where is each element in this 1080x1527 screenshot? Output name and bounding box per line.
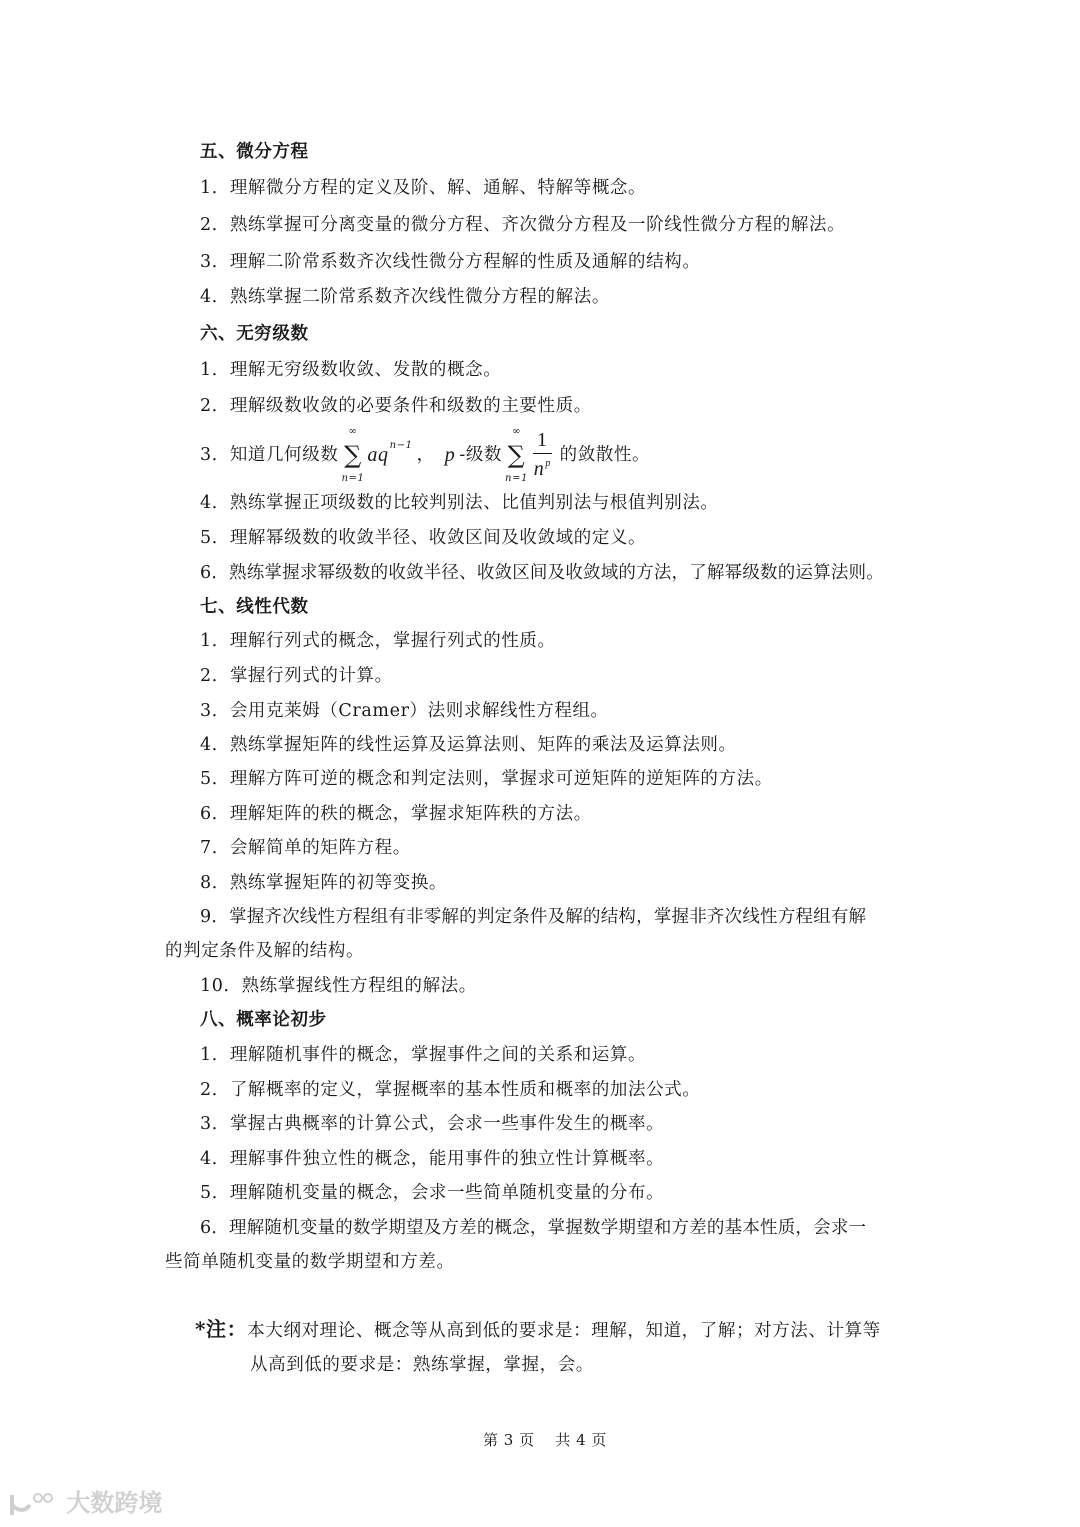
- list-item: 4．理解事件独立性的概念，能用事件的独立性计算概率。: [200, 1149, 665, 1169]
- sum-lower: n=1: [505, 473, 529, 484]
- list-item: 1．理解行列式的概念，掌握行列式的性质。: [200, 631, 556, 651]
- list-item: 3．理解二阶常系数齐次线性微分方程解的性质及通解的结构。: [200, 252, 701, 272]
- sum-upper: ∞: [348, 426, 358, 437]
- list-item: 5．理解随机变量的概念，会求一些简单随机变量的分布。: [200, 1183, 665, 1203]
- list-item-continuation: 些简单随机变量的数学期望和方差。: [165, 1252, 455, 1272]
- list-item: 4．熟练掌握矩阵的线性运算及运算法则、矩阵的乘法及运算法则。: [200, 735, 737, 755]
- list-item: 8．熟练掌握矩阵的初等变换。: [200, 873, 448, 893]
- exponent: p: [545, 457, 551, 469]
- list-item: 2．熟练掌握可分离变量的微分方程、齐次微分方程及一阶线性微分方程的解法。: [200, 215, 846, 235]
- fraction: [533, 427, 552, 484]
- list-item: 2．理解级数收敛的必要条件和级数的主要性质。: [200, 396, 592, 416]
- watermark-text: 大数跨境: [66, 1489, 163, 1517]
- heading-probability: 八、概率论初步: [200, 1010, 327, 1030]
- heading-infinite-series: 六、无穷级数: [200, 324, 309, 344]
- p-series-label: -级数: [459, 445, 503, 465]
- note-label: *注：: [195, 1317, 248, 1341]
- geometric-sum: [341, 425, 364, 485]
- note: [195, 1316, 881, 1344]
- sigma-symbol: ∑: [344, 441, 362, 469]
- list-item: 2．掌握行列式的计算。: [200, 666, 393, 686]
- formula-prefix: 3．知道几何级数: [200, 445, 339, 465]
- list-item: 6．理解矩阵的秩的概念，掌握求矩阵秩的方法。: [200, 804, 592, 824]
- watermark-logo-icon: [8, 1491, 58, 1517]
- list-item: 4．熟练掌握二阶常系数齐次线性微分方程的解法。: [200, 287, 610, 307]
- exponent: n−1: [389, 440, 413, 451]
- formula-suffix: 的敛散性。: [559, 445, 651, 465]
- list-item: 1．理解无穷级数收敛、发散的概念。: [200, 360, 502, 380]
- sigma-symbol: ∑: [507, 441, 526, 469]
- list-item: 2．了解概率的定义，掌握概率的基本性质和概率的加法公式。: [200, 1080, 701, 1100]
- numerator: 1: [533, 427, 552, 454]
- list-item: 7．会解简单的矩阵方程。: [200, 838, 411, 858]
- sum-lower: n=1: [341, 473, 365, 484]
- note-continuation: 从高到低的要求是：熟练掌握，掌握，会。: [250, 1355, 594, 1375]
- p-series-sum: [505, 425, 528, 485]
- list-item: 10．熟练掌握线性方程组的解法。: [200, 976, 477, 996]
- list-item: 5．理解方阵可逆的概念和判定法则，掌握求可逆矩阵的逆矩阵的方法。: [200, 769, 773, 789]
- list-item: 6．熟练掌握求幂级数的收敛半径、收敛区间及收敛域的方法，了解幂级数的运算法则。: [200, 563, 884, 583]
- note-line: 本大纲对理论、概念等从高到低的要求是：理解，知道，了解；对方法、计算等: [247, 1321, 881, 1341]
- base: n: [533, 457, 545, 480]
- p-symbol: p: [444, 444, 456, 466]
- page-number: 第 3 页 共 4 页: [483, 1431, 607, 1449]
- denominator: [534, 454, 551, 484]
- list-item-continuation: 的判定条件及解的结构。: [165, 941, 365, 961]
- heading-differential-equations: 五、微分方程: [200, 142, 309, 162]
- sum-upper: ∞: [512, 426, 521, 437]
- list-item: 5．理解幂级数的收敛半径、收敛区间及收敛域的定义。: [200, 528, 647, 548]
- list-item: 3．掌握古典概率的计算公式，会求一些事件发生的概率。: [200, 1114, 665, 1134]
- formula-list-item: [200, 422, 650, 488]
- list-item: 1．理解微分方程的定义及阶、解、通解、特解等概念。: [200, 178, 647, 198]
- term: aq: [367, 444, 389, 466]
- heading-linear-algebra: 七、线性代数: [200, 597, 309, 617]
- list-item: 6．理解随机变量的数学期望及方差的概念，掌握数学期望和方差的基本性质，会求一: [200, 1218, 867, 1238]
- comma: ，: [416, 445, 435, 465]
- list-item: 3．会用克莱姆（Cramer）法则求解线性方程组。: [200, 701, 609, 721]
- list-item: 9．掌握齐次线性方程组有非零解的判定条件及解的结构，掌握非齐次线性方程组有解: [200, 907, 867, 927]
- list-item: 1．理解随机事件的概念，掌握事件之间的关系和运算。: [200, 1045, 647, 1065]
- watermark: [8, 1488, 162, 1518]
- list-item: 4．熟练掌握正项级数的比较判别法、比值判别法与根值判别法。: [200, 493, 719, 513]
